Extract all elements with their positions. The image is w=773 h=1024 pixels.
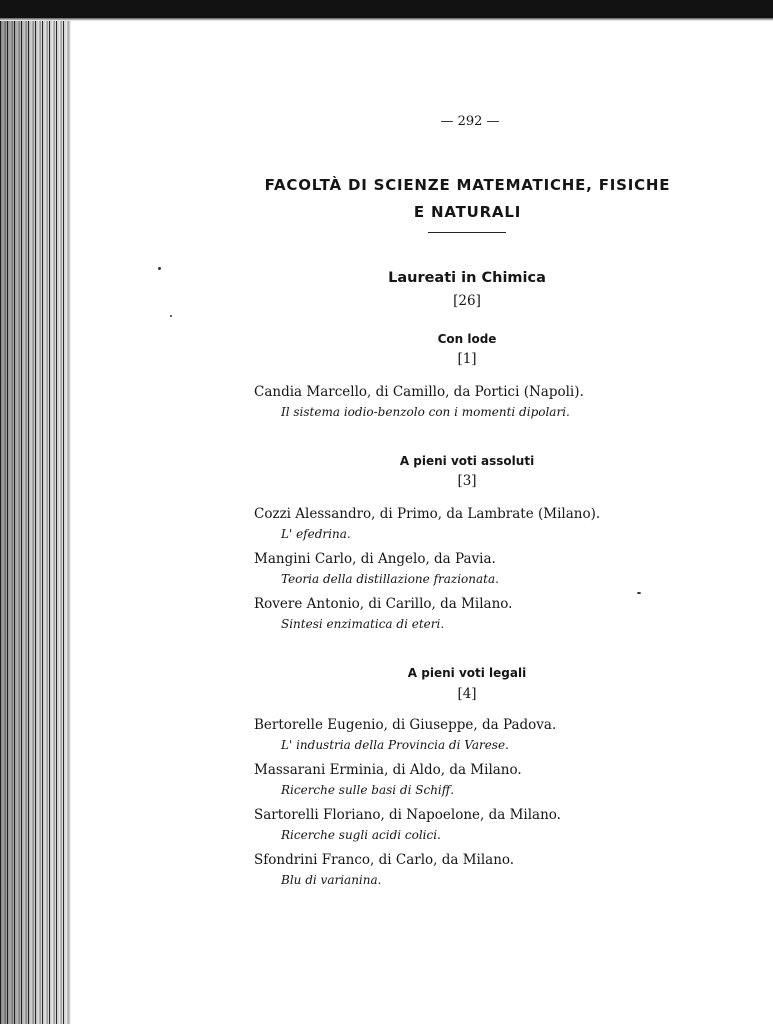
thesis-title: Ricerche sugli acidi colici. (281, 828, 441, 842)
graduate-name: Rovere Antonio, di Carillo, da Milano. (254, 596, 513, 612)
top-scan-shadow (0, 18, 773, 21)
thesis-title: Il sistema iodio-benzolo con i momenti dipolari. (281, 405, 570, 419)
graduate-name: Cozzi Alessandro, di Primo, da Lambrate (Milano). (254, 506, 601, 522)
scan-speck (170, 315, 172, 317)
page-number: — 292 — (440, 114, 500, 129)
thesis-title: Blu di varianina. (281, 873, 382, 887)
graduate-name: Candia Marcello, di Camillo, da Portici (Napoli). (254, 384, 584, 400)
spine-shadow (0, 0, 68, 1024)
thesis-title: Ricerche sulle basi di Schiff. (281, 783, 455, 797)
graduate-name: Bertorelle Eugenio, di Giuseppe, da Padova. (254, 717, 557, 733)
group-title-con-lode: Con lode (437, 332, 497, 346)
graduate-name: Massarani Erminia, di Aldo, da Milano. (254, 762, 522, 778)
graduate-name: Sfondrini Franco, di Carlo, da Milano. (254, 852, 515, 868)
scan-speck (637, 592, 641, 594)
thesis-title: L' industria della Provincia di Varese. (281, 738, 509, 752)
scan-speck (158, 267, 161, 270)
section-count: [26] (453, 293, 481, 309)
group-title-pieni-voti-assoluti: A pieni voti assoluti (399, 454, 535, 468)
group-count: [4] (457, 686, 477, 702)
thesis-title: Sintesi enzimatica di eteri. (281, 617, 445, 631)
title-divider (428, 232, 506, 233)
page-edge (68, 0, 71, 1024)
thesis-title: L' efedrina. (281, 527, 351, 541)
group-count: [3] (457, 473, 477, 489)
top-scan-border (0, 0, 773, 18)
graduate-name: Mangini Carlo, di Angelo, da Pavia. (254, 551, 496, 567)
group-title-pieni-voti-legali: A pieni voti legali (407, 666, 527, 680)
faculty-title-line1: FACOLTÀ DI SCIENZE MATEMATICHE, FISICHE (264, 176, 671, 194)
graduate-name: Sartorelli Floriano, di Napoelone, da Milano. (254, 807, 561, 823)
thesis-title: Teoria della distillazione frazionata. (281, 572, 499, 586)
section-title: Laureati in Chimica (388, 270, 546, 286)
group-count: [1] (457, 351, 477, 367)
faculty-title-line2: E NATURALI (413, 203, 522, 221)
